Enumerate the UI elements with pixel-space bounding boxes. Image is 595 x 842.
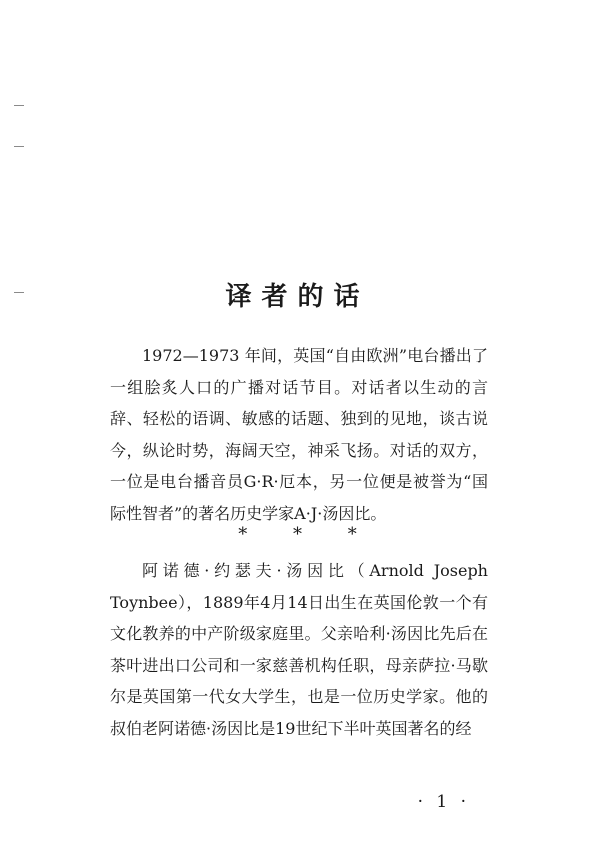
section-separator: * * * [238, 524, 357, 545]
paragraph-intro [110, 340, 488, 529]
paragraph-text: 阿诺德·约瑟夫·汤因比（Arnold Joseph Toynbee），1889年4月14日出生在英国伦敦一个有文化教养的中产阶级家庭里。父亲哈利·汤因比先后在茶叶进出口公司和一家慈善机构任职，母亲萨拉·马歇尔是英国第一代女大学生，也是一位历史学家。他的叔伯老阿诺德·汤因比是19世纪下半叶英国著名的经 [110, 561, 488, 738]
margin-mark [14, 146, 24, 147]
margin-mark [14, 105, 24, 106]
page-title: 译者的话 [225, 282, 370, 312]
paragraph-text: 1972—1973 年间，英国“自由欧洲”电台播出了一组脍炙人口的广播对话节目。对话者以生动的言辞、轻松的语调、敏感的话题、独到的见地，谈古说今，纵论时势，海阔天空，神采飞扬。对话的双方，一位是电台播音员G·R·厄本，另一位便是被誉为“国际性智者”的著名历史学家A·J·汤因比。 [110, 346, 488, 523]
page-number: · 1 · [417, 792, 470, 812]
paragraph-biography [110, 555, 488, 744]
